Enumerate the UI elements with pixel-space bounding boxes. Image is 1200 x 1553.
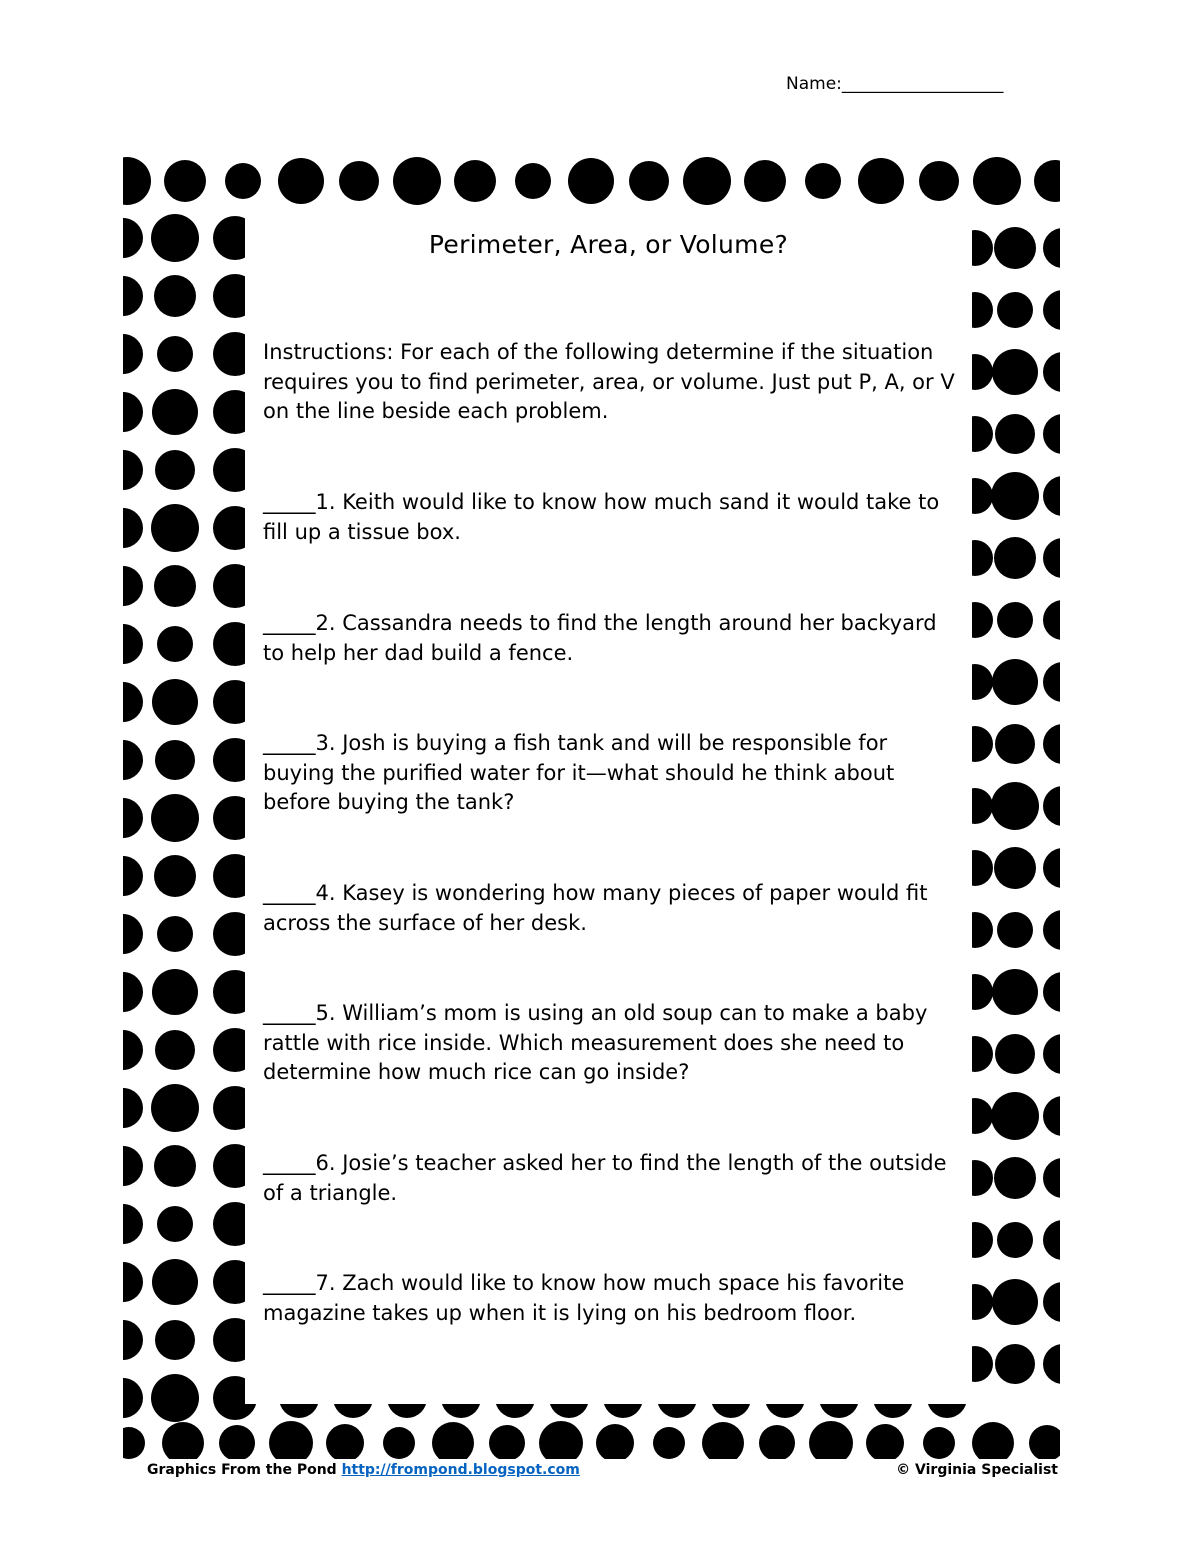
decorative-dot [744, 160, 786, 202]
decorative-dot [972, 1422, 1014, 1459]
credit-text: Graphics From the Pond [147, 1462, 342, 1478]
decorative-dot [994, 1157, 1036, 1199]
decorative-dot [151, 1374, 199, 1422]
decorative-dot [155, 450, 195, 490]
decorative-dot [629, 161, 669, 201]
decorative-dot [919, 161, 959, 201]
decorative-dot [1034, 160, 1060, 202]
decorative-dot [515, 163, 551, 199]
decorative-dot [123, 508, 143, 548]
decorative-dot [992, 969, 1038, 1015]
decorative-dot [154, 1145, 196, 1187]
decorative-dot [123, 972, 143, 1012]
decorative-dot [269, 1421, 313, 1459]
decorative-dot [1043, 1096, 1060, 1136]
problem-5[interactable]: _____5. William’s mom is using an old soup can to make a baby rattle with rice inside. Which measurement does she need to determine how much rice can go inside? [263, 1001, 928, 1084]
decorative-dot [162, 1422, 204, 1459]
decorative-dot [123, 798, 143, 838]
decorative-dot [995, 1344, 1035, 1384]
decorative-dot [432, 1422, 474, 1459]
decorative-dot [1043, 848, 1060, 888]
decorative-dot [702, 1422, 744, 1459]
decorative-dot [1043, 662, 1060, 702]
decorative-dot [568, 158, 614, 204]
decorative-dot [1043, 538, 1060, 578]
decorative-dot [995, 1034, 1035, 1074]
decorative-dot [155, 740, 195, 780]
decorative-dot [123, 624, 143, 664]
decorative-dot [994, 227, 1036, 269]
decorative-dot [1043, 1158, 1060, 1198]
decorative-dot [123, 334, 143, 374]
decorative-dot [759, 1425, 795, 1459]
decorative-dot [154, 565, 196, 607]
decorative-dot [393, 157, 441, 205]
decorative-dot [326, 1424, 364, 1459]
decorative-dot [383, 1427, 415, 1459]
decorative-dot [1029, 1425, 1060, 1459]
decorative-dot [152, 969, 198, 1015]
decorative-dot [596, 1424, 634, 1459]
decorative-dot [123, 157, 151, 205]
decorative-dot [157, 626, 193, 662]
decorative-dot [123, 1320, 143, 1360]
decorative-dot [155, 1030, 195, 1070]
decorative-dot [997, 1222, 1033, 1258]
decorative-dot [1043, 352, 1060, 392]
decorative-dot [123, 1146, 143, 1186]
decorative-dot [152, 389, 198, 435]
decorative-dot [225, 163, 261, 199]
graphics-credit [147, 1462, 580, 1478]
decorative-dot [995, 724, 1035, 764]
decorative-dot [123, 1262, 143, 1302]
decorative-dot [152, 679, 198, 725]
decorative-dot [991, 782, 1039, 830]
decorative-dot [1043, 1220, 1060, 1260]
decorative-dot [994, 537, 1036, 579]
decorative-dot [454, 160, 496, 202]
decorative-dot [123, 450, 143, 490]
decorative-dot [151, 794, 199, 842]
decorative-dot [339, 161, 379, 201]
decorative-dot [123, 276, 143, 316]
decorative-dot [997, 912, 1033, 948]
decorative-dot [151, 214, 199, 262]
problem-2[interactable]: _____2. Cassandra needs to find the length around her backyard to help her dad build a fence. [263, 611, 937, 665]
decorative-dot [997, 292, 1033, 328]
decorative-dot [1043, 476, 1060, 516]
decorative-dot [154, 855, 196, 897]
decorative-dot [1043, 724, 1060, 764]
problem-1[interactable]: _____1. Keith would like to know how much sand it would take to fill up a tissue box. [263, 490, 940, 544]
decorative-dot [1043, 228, 1060, 268]
decorative-dot [1043, 290, 1060, 330]
decorative-dot [1043, 1344, 1060, 1384]
decorative-dot [1043, 600, 1060, 640]
decorative-dot [152, 1259, 198, 1305]
decorative-dot [995, 414, 1035, 454]
problem-3[interactable]: _____3. Josh is buying a fish tank and will be responsible for buying the purified water for it—what should he think about before buying the tank? [263, 731, 895, 814]
decorative-dot [1043, 910, 1060, 950]
decorative-dot [123, 566, 143, 606]
decorative-dot [973, 157, 1021, 205]
decorative-dot [123, 740, 143, 780]
decorative-dot [489, 1425, 525, 1459]
decorative-dot [154, 275, 196, 317]
decorative-dot [164, 160, 206, 202]
problem-4[interactable]: _____4. Kasey is wondering how many pieces of paper would fit across the surface of her desk. [263, 881, 928, 935]
copyright-text: © Virginia Specialist [896, 1462, 1058, 1478]
decorative-dot [1043, 1282, 1060, 1322]
decorative-dot [858, 158, 904, 204]
decorative-dot [151, 1084, 199, 1132]
decorative-dot [123, 392, 143, 432]
decorative-dot [157, 1206, 193, 1242]
decorative-dot [123, 1427, 145, 1459]
decorative-dot [1043, 1034, 1060, 1074]
decorative-dot [539, 1421, 583, 1459]
decorative-dot [278, 158, 324, 204]
decorative-dot [1043, 414, 1060, 454]
decorative-dot [992, 659, 1038, 705]
decorative-dot [805, 163, 841, 199]
decorative-dot [653, 1427, 685, 1459]
decorative-dot [683, 157, 731, 205]
decorative-dot [992, 1279, 1038, 1325]
decorative-dot [991, 1092, 1039, 1140]
decorative-dot [992, 349, 1038, 395]
decorative-dot [123, 1030, 143, 1070]
decorative-dot [123, 1204, 143, 1244]
decorative-dot [123, 856, 143, 896]
decorative-dot [151, 504, 199, 552]
problem-6[interactable]: _____6. Josie’s teacher asked her to find the length of the outside of a triangle. [263, 1151, 947, 1205]
decorative-dot [1043, 786, 1060, 826]
name-field-label[interactable]: Name:___________________ [786, 74, 1004, 94]
problem-7[interactable]: _____7. Zach would like to know how much space his favorite magazine takes up when it is lying on his bedroom floor. [263, 1271, 905, 1325]
decorative-dot [123, 682, 143, 722]
decorative-dot [219, 1425, 255, 1459]
decorative-dot [997, 602, 1033, 638]
decorative-dot [994, 847, 1036, 889]
decorative-dot [157, 916, 193, 952]
decorative-dot [155, 1320, 195, 1360]
decorative-dot [809, 1421, 853, 1459]
decorative-dot [123, 1088, 143, 1128]
instructions-text: Instructions: For each of the following determine if the situation requires you to find perimeter, area, or volume. Just put P, A, or V on the line beside each problem. [263, 340, 955, 423]
decorative-dot [157, 336, 193, 372]
credit-link[interactable]: http://frompond.blogspot.com [341, 1462, 580, 1478]
decorative-dot [123, 1378, 143, 1418]
worksheet-title: Perimeter, Area, or Volume? [428, 230, 789, 259]
decorative-dot [123, 218, 143, 258]
worksheet-panel [245, 218, 972, 1404]
decorative-dot [991, 472, 1039, 520]
decorative-dot [123, 914, 143, 954]
decorative-dot [923, 1427, 955, 1459]
decorative-dot [866, 1424, 904, 1459]
decorative-dot [1043, 972, 1060, 1012]
